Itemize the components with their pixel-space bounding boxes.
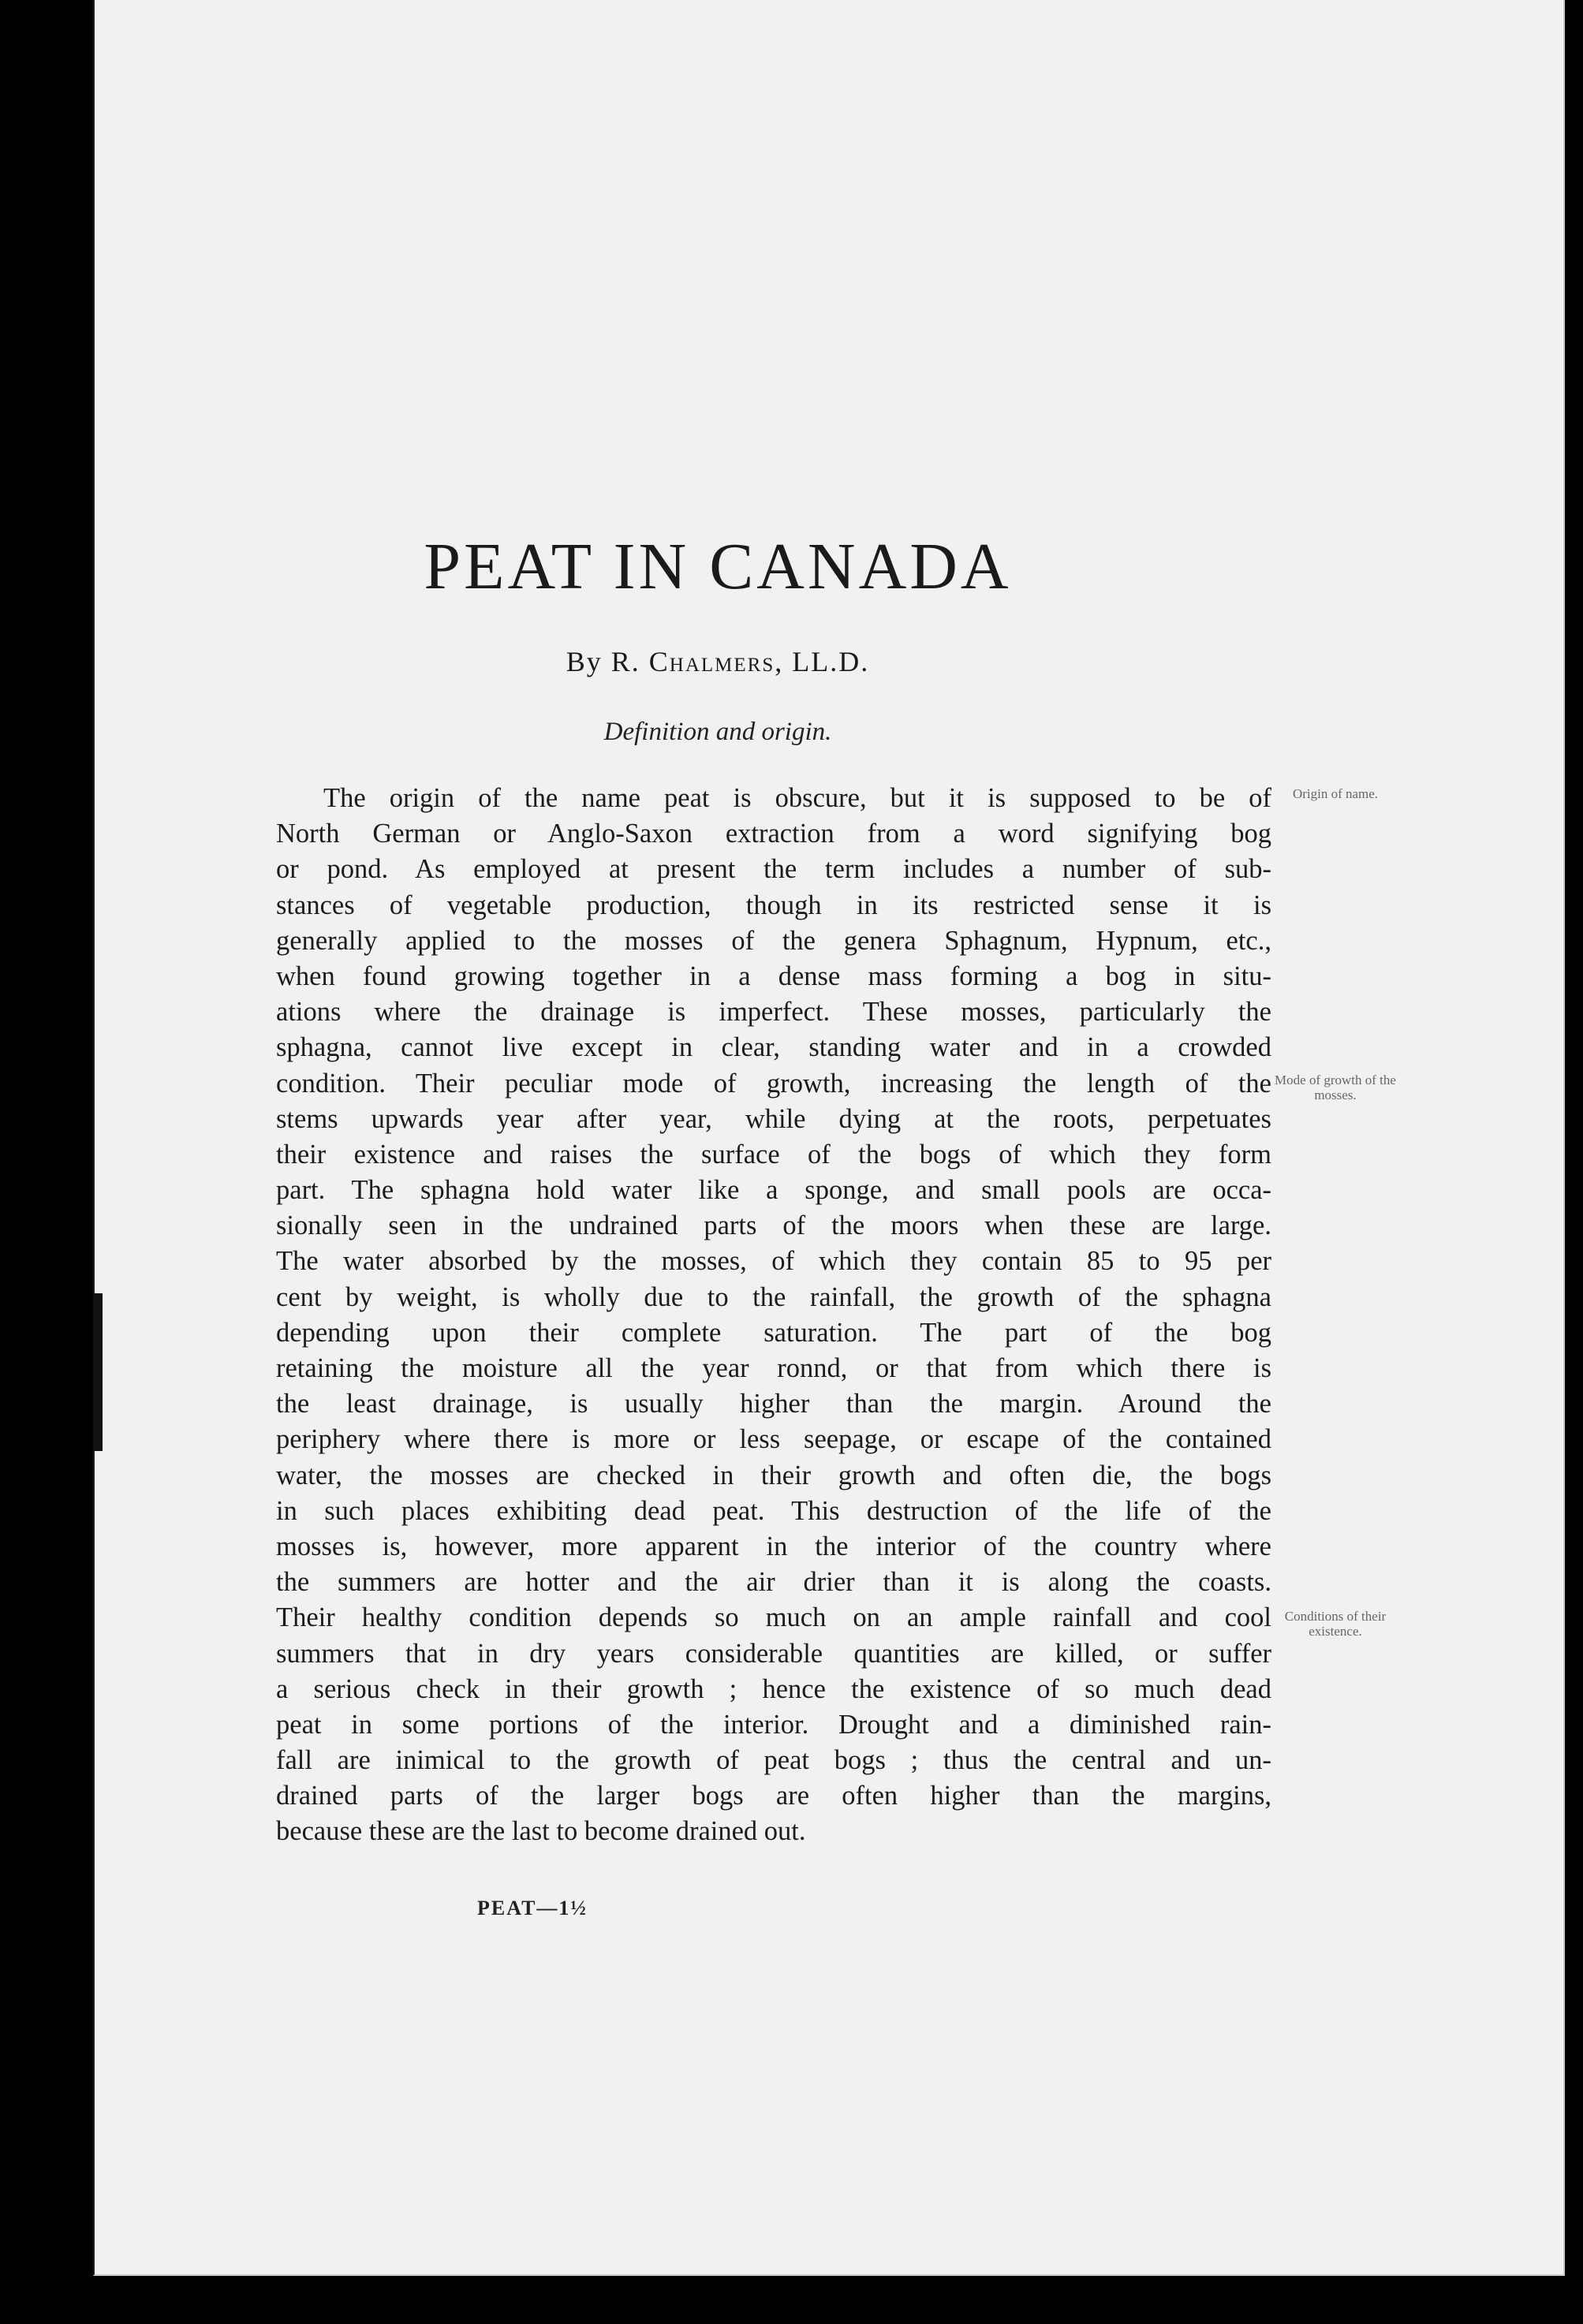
byline xyxy=(252,645,1183,678)
body-line: periphery where there is more or less seepage, or escape of the contained xyxy=(276,1424,1271,1455)
body-line: sphagna, cannot live except in clear, standing water and in a crowded xyxy=(276,1032,1271,1063)
body-line: a serious check in their growth ; hence the existence of so much dead xyxy=(276,1673,1271,1704)
body-line: drained parts of the larger bogs are often higher than the margins, xyxy=(276,1781,1271,1811)
body-line: sionally seen in the undrained parts of the moors when these are large. xyxy=(276,1210,1271,1241)
body-line: generally applied to the mosses of the genera Sphagnum, Hypnum, etc., xyxy=(276,925,1271,956)
body-line: because these are the last to become drained out. xyxy=(276,1816,806,1847)
body-text xyxy=(276,781,1271,1850)
body-line: The water absorbed by the mosses, of which they contain 85 to 95 per xyxy=(276,1246,1271,1277)
page-title: PEAT IN CANADA xyxy=(424,530,1012,603)
body-line: part. The sphagna hold water like a sponge, and small pools are occa- xyxy=(276,1175,1271,1206)
body-line: retaining the moisture all the year ronnd, or that from which there is xyxy=(276,1353,1271,1383)
byline-author: R. Chalmers, LL.D. xyxy=(610,646,870,677)
body-line: their existence and raises the surface of the bogs of which they form xyxy=(276,1139,1271,1169)
body-line: depending upon their complete saturation. The part of the bog xyxy=(276,1317,1271,1348)
margin-note-mode-of-growth: Mode of growth of the mosses. xyxy=(1275,1072,1396,1102)
body-line: The origin of the name peat is obscure, but it is supposed to be of xyxy=(323,783,1271,813)
body-line: mosses is, however, more apparent in the interior of the country where xyxy=(276,1531,1271,1561)
body-line: fall are inimical to the growth of peat bogs ; thus the central and un- xyxy=(276,1745,1271,1776)
margin-note-origin: Origin of name. xyxy=(1292,786,1379,801)
body-line: ations where the drainage is imperfect. These mosses, particularly the xyxy=(276,997,1271,1028)
body-line: stances of vegetable production, though in its restricted sense it is xyxy=(276,890,1271,920)
body-line: when found growing together in a dense mass forming a bog in situ- xyxy=(276,961,1271,991)
binding-shadow xyxy=(93,1293,103,1451)
body-line: North German or Anglo-Saxon extraction from a word signifying bog xyxy=(276,819,1271,849)
byline-prefix: By xyxy=(566,646,603,677)
body-line: Their healthy condition depends so much on an ample rainfall and cool xyxy=(276,1602,1271,1633)
body-line: cent by weight, is wholly due to the rainfall, the growth of the sphagna xyxy=(276,1281,1271,1312)
body-line: condition. Their peculiar mode of growth, increasing the length of the xyxy=(276,1068,1271,1099)
body-line: summers that in dry years considerable quantities are killed, or suffer xyxy=(276,1638,1271,1669)
body-line: the least drainage, is usually higher than the margin. Around the xyxy=(276,1389,1271,1419)
margin-note-conditions: Conditions of their existence. xyxy=(1284,1609,1387,1639)
body-line: peat in some portions of the interior. Drought and a diminished rain- xyxy=(276,1709,1271,1740)
body-line: water, the mosses are checked in their growth and often die, the bogs xyxy=(276,1460,1271,1490)
body-line: stems upwards year after year, while dying at the roots, perpetuates xyxy=(276,1103,1271,1134)
body-line: or pond. As employed at present the term includes a number of sub- xyxy=(276,854,1271,885)
footer-signature: PEAT—1½ xyxy=(477,1897,588,1919)
body-line: in such places exhibiting dead peat. This destruction of the life of the xyxy=(276,1495,1271,1526)
document-page xyxy=(93,0,1565,2276)
section-heading: Definition and origin. xyxy=(603,718,832,746)
body-line: the summers are hotter and the air drier than it is along the coasts. xyxy=(276,1567,1271,1598)
